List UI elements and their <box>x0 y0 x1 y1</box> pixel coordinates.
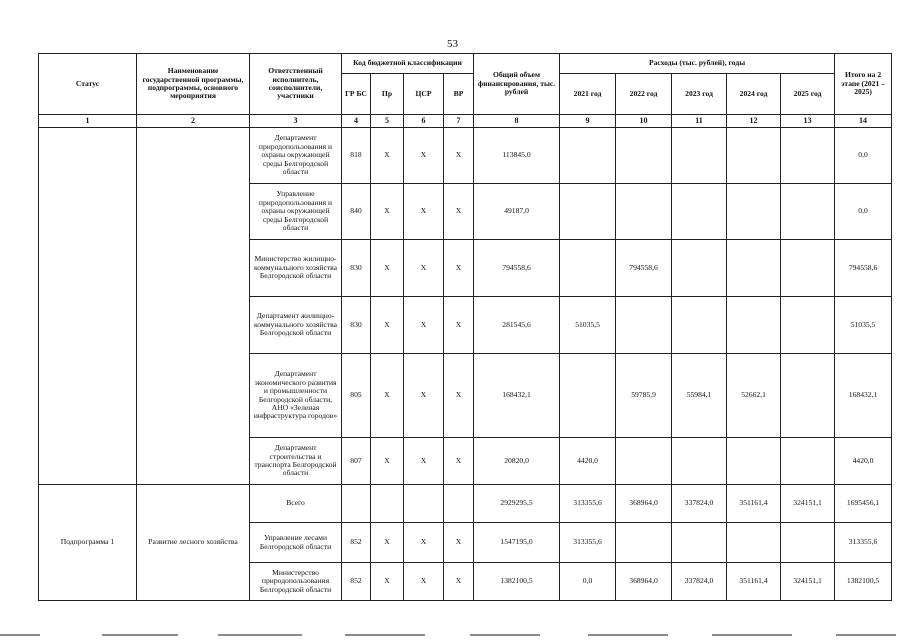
vr-cell: Х <box>444 438 474 485</box>
stage-total-cell: 4420,0 <box>835 438 892 485</box>
header-year-2024: 2024 год <box>727 74 781 115</box>
scan-artifact <box>218 634 302 636</box>
header-budget-code: Код бюджетной классификации <box>342 54 474 74</box>
vr-cell: Х <box>444 563 474 601</box>
year-2025-cell <box>781 240 835 297</box>
table-row <box>39 485 892 523</box>
pr-cell: Х <box>371 240 404 297</box>
year-2024-cell <box>727 438 781 485</box>
year-2024-cell: 351161,4 <box>727 563 781 601</box>
year-2022-cell <box>616 184 672 240</box>
csr-cell: Х <box>404 354 444 438</box>
column-number: 7 <box>444 115 474 128</box>
column-number: 1 <box>39 115 137 128</box>
year-2021-cell: 51035,5 <box>560 297 616 354</box>
year-2023-cell <box>672 240 727 297</box>
year-2024-cell <box>727 240 781 297</box>
csr-cell: Х <box>404 523 444 563</box>
header-year-2021: 2021 год <box>560 74 616 115</box>
year-2023-cell <box>672 523 727 563</box>
vr-cell: Х <box>444 240 474 297</box>
csr-cell <box>404 485 444 523</box>
pr-cell: Х <box>371 354 404 438</box>
year-2025-cell <box>781 523 835 563</box>
column-number: 13 <box>781 115 835 128</box>
status-cell-empty <box>39 128 137 485</box>
grbs-cell: 818 <box>342 128 371 184</box>
year-2022-cell: 59785,9 <box>616 354 672 438</box>
header-executor: Ответственный исполнитель, соисполнители, участники <box>250 54 342 115</box>
vr-cell: Х <box>444 297 474 354</box>
column-number: 5 <box>371 115 404 128</box>
header-total: Общий объем финансирования, тыс. рублей <box>474 54 560 115</box>
csr-cell: Х <box>404 184 444 240</box>
executor-cell: Управление лесами Белгородской области <box>250 523 342 563</box>
header-csr: ЦСР <box>404 74 444 115</box>
total-cell: 281545,6 <box>474 297 560 354</box>
grbs-cell: 852 <box>342 523 371 563</box>
executor-cell: Департамент жилищно-коммунального хозяйства Белгородской области <box>250 297 342 354</box>
stage-total-cell: 51035,5 <box>835 297 892 354</box>
year-2022-cell <box>616 297 672 354</box>
stage-total-cell: 1695456,1 <box>835 485 892 523</box>
pr-cell: Х <box>371 128 404 184</box>
column-number: 4 <box>342 115 371 128</box>
table-row <box>39 128 892 184</box>
total-cell: 113845,0 <box>474 128 560 184</box>
executor-cell: Министерство природопользования Белгородской области <box>250 563 342 601</box>
year-2025-cell <box>781 184 835 240</box>
header-year-2025: 2025 год <box>781 74 835 115</box>
pr-cell: Х <box>371 523 404 563</box>
year-2023-cell <box>672 297 727 354</box>
executor-cell: Департамент природопользования и охраны окружающей среды Белгородской области <box>250 128 342 184</box>
grbs-cell: 830 <box>342 240 371 297</box>
pr-cell: Х <box>371 563 404 601</box>
name-cell-empty <box>137 128 250 485</box>
vr-cell: Х <box>444 128 474 184</box>
scan-artifact <box>102 634 178 636</box>
grbs-cell: 840 <box>342 184 371 240</box>
vr-cell: Х <box>444 354 474 438</box>
total-cell: 794558,6 <box>474 240 560 297</box>
header-vr: ВР <box>444 74 474 115</box>
total-cell: 2929295,5 <box>474 485 560 523</box>
scan-artifact <box>836 634 896 636</box>
vr-cell: Х <box>444 184 474 240</box>
header-stage-total: Итого на 2 этапе (2021 – 2025) <box>835 54 892 115</box>
grbs-cell: 852 <box>342 563 371 601</box>
total-cell: 168432,1 <box>474 354 560 438</box>
executor-cell: Министерство жилищно-коммунального хозяйства Белгородской области <box>250 240 342 297</box>
stage-total-cell: 0,0 <box>835 184 892 240</box>
pr-cell: Х <box>371 297 404 354</box>
column-number: 6 <box>404 115 444 128</box>
year-2023-cell <box>672 184 727 240</box>
grbs-cell: 805 <box>342 354 371 438</box>
column-number: 3 <box>250 115 342 128</box>
year-2024-cell: 351161,4 <box>727 485 781 523</box>
grbs-cell <box>342 485 371 523</box>
page-number: 53 <box>447 38 458 50</box>
year-2025-cell <box>781 438 835 485</box>
header-pr: Пр <box>371 74 404 115</box>
year-2023-cell: 55984,1 <box>672 354 727 438</box>
column-number: 12 <box>727 115 781 128</box>
budget-table <box>38 53 892 601</box>
year-2024-cell: 52662,1 <box>727 354 781 438</box>
scan-artifact <box>588 634 668 636</box>
vr-cell: Х <box>444 523 474 563</box>
header-status: Статус <box>39 54 137 115</box>
header-name: Наименование государственной программы, подпрограммы, основного мероприятия <box>137 54 250 115</box>
year-2022-cell: 368964,0 <box>616 485 672 523</box>
column-number: 14 <box>835 115 892 128</box>
executor-cell: Управление природопользования и охраны окружающей среды Белгородской области <box>250 184 342 240</box>
column-number: 10 <box>616 115 672 128</box>
year-2024-cell <box>727 184 781 240</box>
pr-cell: Х <box>371 184 404 240</box>
csr-cell: Х <box>404 438 444 485</box>
scan-artifact <box>470 634 540 636</box>
grbs-cell: 830 <box>342 297 371 354</box>
csr-cell: Х <box>404 240 444 297</box>
year-2022-cell <box>616 128 672 184</box>
year-2022-cell <box>616 438 672 485</box>
total-cell: 49187,0 <box>474 184 560 240</box>
total-cell: 1547195,0 <box>474 523 560 563</box>
year-2024-cell <box>727 297 781 354</box>
subprogram-status: Подпрограмма 1 <box>39 485 137 601</box>
year-2021-cell: 4420,0 <box>560 438 616 485</box>
scan-artifact <box>712 634 792 636</box>
executor-cell: Департамент строительства и транспорта Белгородской области <box>250 438 342 485</box>
executor-cell: Департамент экономического развития и промышленности Белгородской области, АНО «Зеленая инфраструктура городов» <box>250 354 342 438</box>
column-number: 9 <box>560 115 616 128</box>
year-2021-cell <box>560 354 616 438</box>
grbs-cell: 807 <box>342 438 371 485</box>
scan-artifact <box>0 634 40 636</box>
csr-cell: Х <box>404 128 444 184</box>
year-2023-cell: 337824,0 <box>672 563 727 601</box>
header-expenses: Расходы (тыс. рублей), годы <box>560 54 835 74</box>
column-number: 2 <box>137 115 250 128</box>
year-2022-cell: 368964,0 <box>616 563 672 601</box>
year-2021-cell <box>560 240 616 297</box>
scan-artifact <box>345 634 425 636</box>
header-year-2022: 2022 год <box>616 74 672 115</box>
csr-cell: Х <box>404 563 444 601</box>
pr-cell <box>371 485 404 523</box>
year-2025-cell <box>781 128 835 184</box>
column-number: 8 <box>474 115 560 128</box>
subprogram-name: Развитие лесного хозяйства <box>137 485 250 601</box>
stage-total-cell: 1382100,5 <box>835 563 892 601</box>
year-2023-cell <box>672 128 727 184</box>
year-2021-cell: 313355,6 <box>560 485 616 523</box>
executor-cell: Всего <box>250 485 342 523</box>
year-2023-cell <box>672 438 727 485</box>
column-number: 11 <box>672 115 727 128</box>
column-number-row <box>39 115 892 128</box>
year-2025-cell <box>781 354 835 438</box>
year-2021-cell <box>560 128 616 184</box>
year-2025-cell <box>781 297 835 354</box>
vr-cell <box>444 485 474 523</box>
total-cell: 1382100,5 <box>474 563 560 601</box>
stage-total-cell: 168432,1 <box>835 354 892 438</box>
year-2024-cell <box>727 128 781 184</box>
pr-cell: Х <box>371 438 404 485</box>
total-cell: 20820,0 <box>474 438 560 485</box>
year-2021-cell: 0,0 <box>560 563 616 601</box>
year-2022-cell <box>616 523 672 563</box>
year-2024-cell <box>727 523 781 563</box>
header-grbs: ГР БС <box>342 74 371 115</box>
stage-total-cell: 0,0 <box>835 128 892 184</box>
year-2023-cell: 337824,0 <box>672 485 727 523</box>
header-year-2023: 2023 год <box>672 74 727 115</box>
year-2022-cell: 794558,6 <box>616 240 672 297</box>
stage-total-cell: 794558,6 <box>835 240 892 297</box>
year-2025-cell: 324151,1 <box>781 485 835 523</box>
year-2021-cell: 313355,6 <box>560 523 616 563</box>
year-2025-cell: 324151,1 <box>781 563 835 601</box>
year-2021-cell <box>560 184 616 240</box>
csr-cell: Х <box>404 297 444 354</box>
stage-total-cell: 313355,6 <box>835 523 892 563</box>
